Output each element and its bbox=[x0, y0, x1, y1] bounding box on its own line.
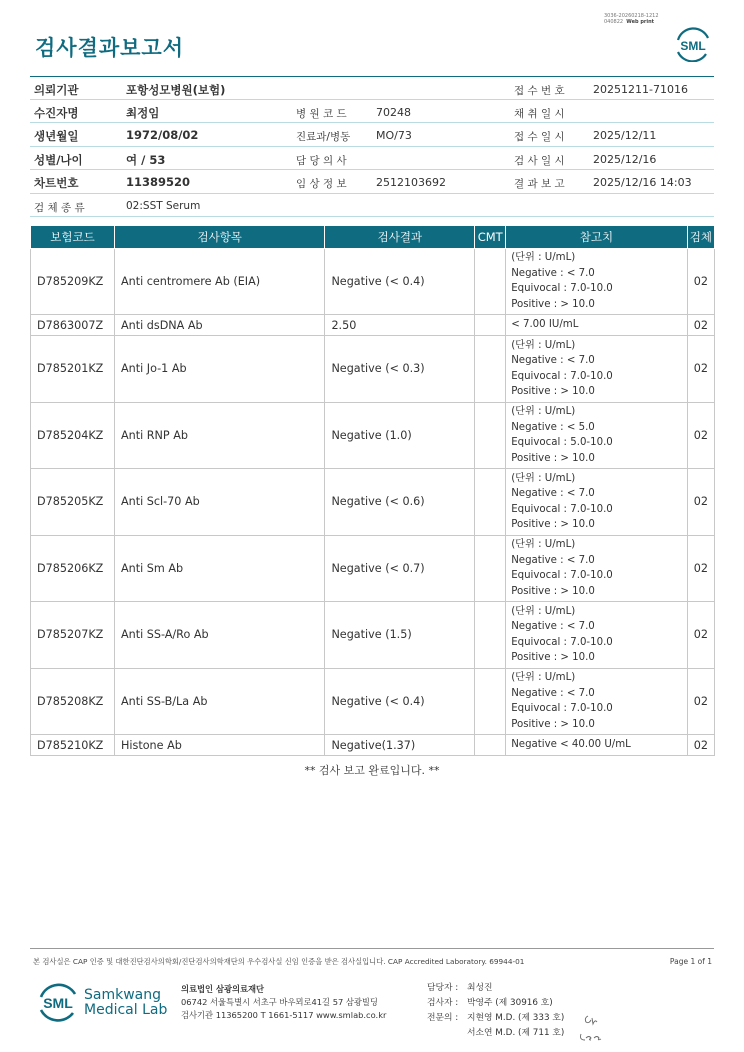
doctor-label: 담 당 의 사 bbox=[296, 154, 347, 167]
reference-line: Positive : > 10.0 bbox=[511, 652, 595, 664]
item-cell: Anti SS-A/Ro Ab bbox=[114, 602, 324, 669]
header-cmt: CMT bbox=[475, 226, 506, 248]
reference-line: Negative : < 7.0 bbox=[511, 488, 595, 500]
hospital-code-value: 70248 bbox=[376, 105, 411, 119]
reference-line: Equivocal : 7.0-10.0 bbox=[511, 703, 613, 715]
reference-cell bbox=[506, 668, 688, 735]
reference-line: Equivocal : 7.0-10.0 bbox=[511, 503, 613, 515]
organization-info bbox=[181, 983, 386, 1022]
staff-list bbox=[427, 981, 564, 1041]
reference-cell bbox=[506, 402, 688, 469]
dept-label: 진료과/병동 bbox=[296, 131, 351, 143]
chart-no-label: 차트번호 bbox=[34, 176, 79, 190]
cmt-cell bbox=[475, 668, 506, 735]
receipt-no-value: 20251211-71016 bbox=[593, 83, 688, 96]
reference-line: Negative : < 5.0 bbox=[511, 421, 595, 433]
result-cell: Negative(1.37) bbox=[325, 735, 475, 756]
info-row bbox=[30, 147, 714, 171]
code-cell: D785206KZ bbox=[31, 535, 115, 602]
chart-no-value: 11389520 bbox=[126, 175, 191, 189]
reference-line: Positive : > 10.0 bbox=[511, 298, 595, 310]
staff-row bbox=[427, 1026, 564, 1041]
table-header-row bbox=[31, 226, 715, 248]
print-id: 040822 bbox=[604, 19, 624, 25]
info-row bbox=[30, 76, 714, 100]
birth-value: 1972/08/02 bbox=[126, 128, 199, 142]
reference-cell bbox=[506, 336, 688, 403]
reference-cell bbox=[506, 315, 688, 336]
report-complete-note: ** 검사 보고 완료입니다. ** bbox=[304, 764, 440, 777]
code-cell: D785210KZ bbox=[31, 735, 115, 756]
org-contact: 검사기관 11365200 T 1661-5117 www.smlab.co.kr bbox=[181, 1010, 387, 1020]
specimen-label: 검 체 종 류 bbox=[34, 201, 85, 214]
result-cell: Negative (< 0.4) bbox=[325, 668, 475, 735]
hospital-code-label: 병 원 코 드 bbox=[296, 107, 347, 120]
header-reference: 참고치 bbox=[506, 226, 688, 248]
signature-icon bbox=[578, 1008, 608, 1044]
dept-value: MO/73 bbox=[376, 129, 412, 142]
reference-line: (단위 : U/mL) bbox=[511, 672, 576, 684]
header-item: 검사항목 bbox=[114, 226, 324, 248]
reference-line: Positive : > 10.0 bbox=[511, 718, 595, 730]
table-row bbox=[31, 668, 715, 735]
specimen-cell: 02 bbox=[687, 315, 714, 336]
reference-line: Negative < 40.00 U/mL bbox=[511, 739, 631, 751]
org-name: 의료법인 삼광의료재단 bbox=[181, 984, 265, 994]
cmt-cell bbox=[475, 602, 506, 669]
receipt-date-value: 2025/12/11 bbox=[593, 129, 657, 142]
footer-logo-text: SML bbox=[43, 995, 73, 1011]
brand-name-line2: Medical Lab bbox=[84, 1002, 168, 1018]
sex-age-label: 성별/나이 bbox=[34, 152, 83, 167]
result-cell: 2.50 bbox=[325, 315, 475, 336]
header-result: 검사결과 bbox=[325, 226, 475, 248]
reference-line: Negative : < 7.0 bbox=[511, 621, 595, 633]
result-cell: Negative (< 0.7) bbox=[325, 535, 475, 602]
hospital-label: 의뢰기관 bbox=[34, 83, 79, 97]
staff-person: 서소연 M.D. (제 711 호) bbox=[467, 1028, 565, 1038]
result-cell: Negative (< 0.3) bbox=[325, 336, 475, 403]
sex-age-value: 여 / 53 bbox=[126, 152, 166, 167]
report-date-label: 결 과 보 고 bbox=[514, 178, 565, 190]
staff-person: 박영주 (제 30916 호) bbox=[467, 998, 553, 1008]
code-cell: D785208KZ bbox=[31, 668, 115, 735]
info-row bbox=[30, 100, 714, 124]
reference-cell bbox=[506, 248, 688, 315]
report-title: 검사결과보고서 bbox=[35, 36, 185, 60]
cmt-cell bbox=[475, 735, 506, 756]
table-row bbox=[31, 602, 715, 669]
reference-line: Equivocal : 7.0-10.0 bbox=[511, 370, 613, 382]
reference-cell bbox=[506, 602, 688, 669]
test-date-label: 검 사 일 시 bbox=[514, 154, 565, 167]
specimen-cell: 02 bbox=[687, 336, 714, 403]
print-mode: Web print bbox=[626, 19, 655, 25]
header-specimen: 검체 bbox=[687, 226, 714, 248]
item-cell: Anti Jo-1 Ab bbox=[114, 336, 324, 403]
item-cell: Anti SS-B/La Ab bbox=[114, 668, 324, 735]
result-cell: Negative (1.5) bbox=[325, 602, 475, 669]
info-row bbox=[30, 170, 714, 194]
reference-line: Positive : > 10.0 bbox=[511, 452, 595, 464]
table-row bbox=[31, 735, 715, 756]
test-date-value: 2025/12/16 bbox=[593, 152, 657, 166]
report-date-value: 2025/12/16 14:03 bbox=[593, 176, 692, 189]
print-code bbox=[604, 13, 659, 25]
specimen-cell: 02 bbox=[687, 248, 714, 315]
reference-line: Negative : < 7.0 bbox=[511, 355, 595, 367]
clinical-label: 임 상 정 보 bbox=[296, 178, 347, 190]
specimen-cell: 02 bbox=[687, 735, 714, 756]
cmt-cell bbox=[475, 402, 506, 469]
item-cell: Histone Ab bbox=[114, 735, 324, 756]
patient-info bbox=[30, 76, 714, 217]
cmt-cell bbox=[475, 248, 506, 315]
table-row bbox=[31, 315, 715, 336]
birth-label: 생년월일 bbox=[34, 129, 79, 143]
reference-line: (단위 : U/mL) bbox=[511, 339, 576, 351]
specimen-cell: 02 bbox=[687, 668, 714, 735]
info-row bbox=[30, 123, 714, 147]
specimen-cell: 02 bbox=[687, 402, 714, 469]
print-code-line1: 3036-20260218-1212 bbox=[604, 13, 659, 19]
reference-line: Negative : < 7.0 bbox=[511, 554, 595, 566]
code-cell: D785205KZ bbox=[31, 469, 115, 536]
item-cell: Anti RNP Ab bbox=[114, 402, 324, 469]
name-label: 수진자명 bbox=[34, 105, 79, 120]
reference-cell bbox=[506, 735, 688, 756]
results-body bbox=[31, 248, 715, 756]
info-row bbox=[30, 194, 714, 218]
staff-person: 최성진 bbox=[467, 983, 493, 993]
certification-note: 본 검사실은 CAP 인증 및 대한진단검사의학회/진단검사의학재단의 우수검사실 신임 인증을 받은 검사실입니다. CAP Accredited Laboratory. 69944-01 bbox=[33, 957, 525, 966]
result-cell: Negative (1.0) bbox=[325, 402, 475, 469]
staff-row bbox=[427, 996, 564, 1011]
result-cell: Negative (< 0.4) bbox=[325, 248, 475, 315]
samkwang-logo-icon bbox=[35, 980, 81, 1022]
page-number: Page 1 of 1 bbox=[669, 957, 712, 966]
code-cell: D785204KZ bbox=[31, 402, 115, 469]
reference-line: Equivocal : 7.0-10.0 bbox=[511, 570, 613, 582]
code-cell: D7863007Z bbox=[31, 315, 115, 336]
reference-line: (단위 : U/mL) bbox=[511, 539, 576, 551]
print-code-line2 bbox=[604, 19, 659, 25]
receipt-no-label: 접 수 번 호 bbox=[514, 85, 565, 97]
item-cell: Anti Sm Ab bbox=[114, 535, 324, 602]
reference-line: (단위 : U/mL) bbox=[511, 252, 576, 264]
code-cell: D785209KZ bbox=[31, 248, 115, 315]
item-cell: Anti Scl-70 Ab bbox=[114, 469, 324, 536]
reference-line: Equivocal : 7.0-10.0 bbox=[511, 636, 613, 648]
cmt-cell bbox=[475, 315, 506, 336]
code-cell: D785207KZ bbox=[31, 602, 115, 669]
specimen-cell: 02 bbox=[687, 469, 714, 536]
staff-row bbox=[427, 981, 564, 996]
reference-line: (단위 : U/mL) bbox=[511, 605, 576, 617]
staff-row bbox=[427, 1011, 564, 1026]
staff-role: 전문의 : bbox=[427, 1013, 459, 1023]
staff-person: 지현영 M.D. (제 333 호) bbox=[467, 1013, 565, 1023]
reference-line: < 7.00 IU/mL bbox=[511, 319, 579, 331]
code-cell: D785201KZ bbox=[31, 336, 115, 403]
header-code: 보험코드 bbox=[31, 226, 115, 248]
cmt-cell bbox=[475, 469, 506, 536]
footer-divider bbox=[30, 948, 714, 949]
table-row bbox=[31, 248, 715, 315]
brand-name-line1: Samkwang bbox=[84, 987, 161, 1003]
table-row bbox=[31, 402, 715, 469]
table-row bbox=[31, 535, 715, 602]
specimen-cell: 02 bbox=[687, 535, 714, 602]
table-row bbox=[31, 336, 715, 403]
reference-line: Positive : > 10.0 bbox=[511, 519, 595, 531]
receipt-date-label: 접 수 일 시 bbox=[514, 131, 565, 143]
hospital-value: 포항성모병원(보험) bbox=[126, 83, 226, 97]
reference-line: Negative : < 7.0 bbox=[511, 267, 595, 279]
staff-role: 검사자 : bbox=[427, 998, 459, 1008]
name-value: 최정임 bbox=[126, 105, 160, 120]
reference-line: (단위 : U/mL) bbox=[511, 406, 576, 418]
cmt-cell bbox=[475, 336, 506, 403]
table-row bbox=[31, 469, 715, 536]
specimen-cell: 02 bbox=[687, 602, 714, 669]
reference-cell bbox=[506, 535, 688, 602]
cmt-cell bbox=[475, 535, 506, 602]
reference-line: Positive : > 10.0 bbox=[511, 585, 595, 597]
logo-text: SML bbox=[680, 39, 706, 53]
sml-logo-icon bbox=[673, 26, 713, 62]
clinical-value: 2512103692 bbox=[376, 176, 446, 189]
reference-line: (단위 : U/mL) bbox=[511, 472, 576, 484]
staff-role: 담당자 : bbox=[427, 983, 459, 993]
collect-date-label: 채 취 일 시 bbox=[514, 107, 565, 120]
reference-line: Equivocal : 5.0-10.0 bbox=[511, 437, 613, 449]
reference-line: Equivocal : 7.0-10.0 bbox=[511, 283, 613, 295]
results-table bbox=[30, 226, 715, 756]
reference-cell bbox=[506, 469, 688, 536]
org-address: 06742 서울특별시 서초구 바우뫼로41길 57 삼광빌딩 bbox=[181, 997, 378, 1007]
reference-line: Negative : < 7.0 bbox=[511, 687, 595, 699]
item-cell: Anti dsDNA Ab bbox=[114, 315, 324, 336]
item-cell: Anti centromere Ab (EIA) bbox=[114, 248, 324, 315]
result-cell: Negative (< 0.6) bbox=[325, 469, 475, 536]
reference-line: Positive : > 10.0 bbox=[511, 386, 595, 398]
specimen-value: 02:SST Serum bbox=[126, 199, 201, 212]
